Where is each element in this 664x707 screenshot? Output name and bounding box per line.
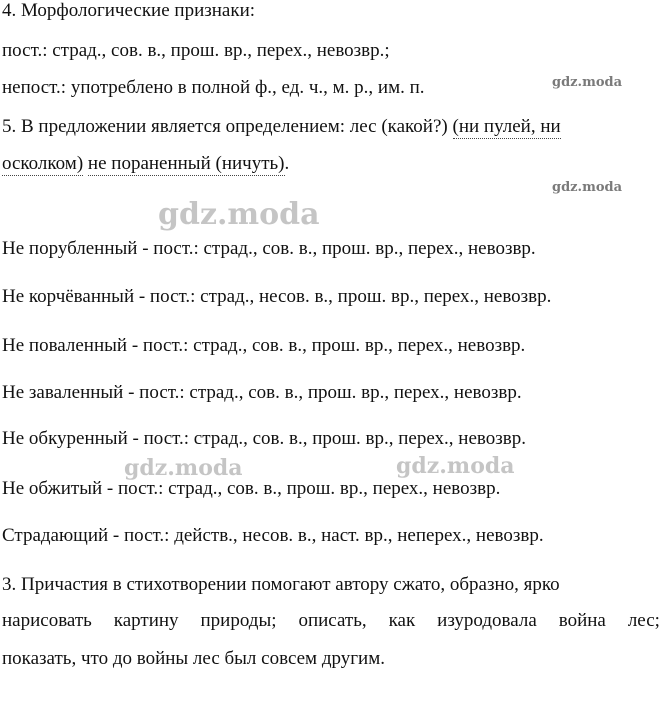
syntax-role-text: 5. В предложении является определением: лес (какой?) xyxy=(2,116,453,137)
watermark: gdz.moda xyxy=(396,453,515,479)
participle-row: Не поваленный - пост.: страд., сов. в., прош. вр., перех., невозвр. xyxy=(2,335,526,356)
participle-row: Страдающий - пост.: действ., несов. в., наст. вр., неперех., невозвр. xyxy=(2,525,544,546)
conclusion-line-2: нарисовать картину природы; описать, как изуродовала война лес; xyxy=(2,610,660,631)
dotted-underline-phrase-3: не пораненный (ничуть) xyxy=(87,153,285,174)
dotted-underline-phrase-1: (ни пулей, ни xyxy=(452,116,561,137)
participle-row: Не заваленный - пост.: страд., сов. в., прош. вр., перех., невозвр. xyxy=(2,382,522,403)
conclusion-line-1: 3. Причастия в стихотворении помогают автору сжато, образно, ярко xyxy=(2,574,560,595)
participle-row: Не обкуренный - пост.: страд., сов. в., прош. вр., перех., невозвр. xyxy=(2,428,526,449)
syntax-role-line-1 xyxy=(2,116,561,138)
conclusion-line-3: показать, что до войны лес был совсем другим. xyxy=(2,648,385,669)
watermark: gdz.moda xyxy=(158,197,320,232)
morph-heading: 4. Морфологические признаки: xyxy=(2,0,256,21)
participle-row: Не обжитый - пост.: страд., сов. в., прош. вр., перех., невозвр. xyxy=(2,478,501,499)
watermark: gdz.moda xyxy=(552,75,623,90)
watermark: gdz.moda xyxy=(124,455,243,481)
dotted-underline-phrase-2: осколком) xyxy=(2,153,84,174)
participle-row: Не порубленный - пост.: страд., сов. в., прош. вр., перех., невозвр. xyxy=(2,238,536,259)
syntax-role-line-2: осколком) не пораненный (ничуть). xyxy=(2,153,290,174)
participle-row: Не корчёванный - пост.: страд., несов. в., прош. вр., перех., невозвр. xyxy=(2,286,552,307)
nonconst-features: непост.: употреблено в полной ф., ед. ч., м. р., им. п. xyxy=(2,77,425,98)
const-features: пост.: страд., сов. в., прош. вр., перех., невозвр.; xyxy=(2,40,390,61)
watermark: gdz.moda xyxy=(552,180,623,195)
